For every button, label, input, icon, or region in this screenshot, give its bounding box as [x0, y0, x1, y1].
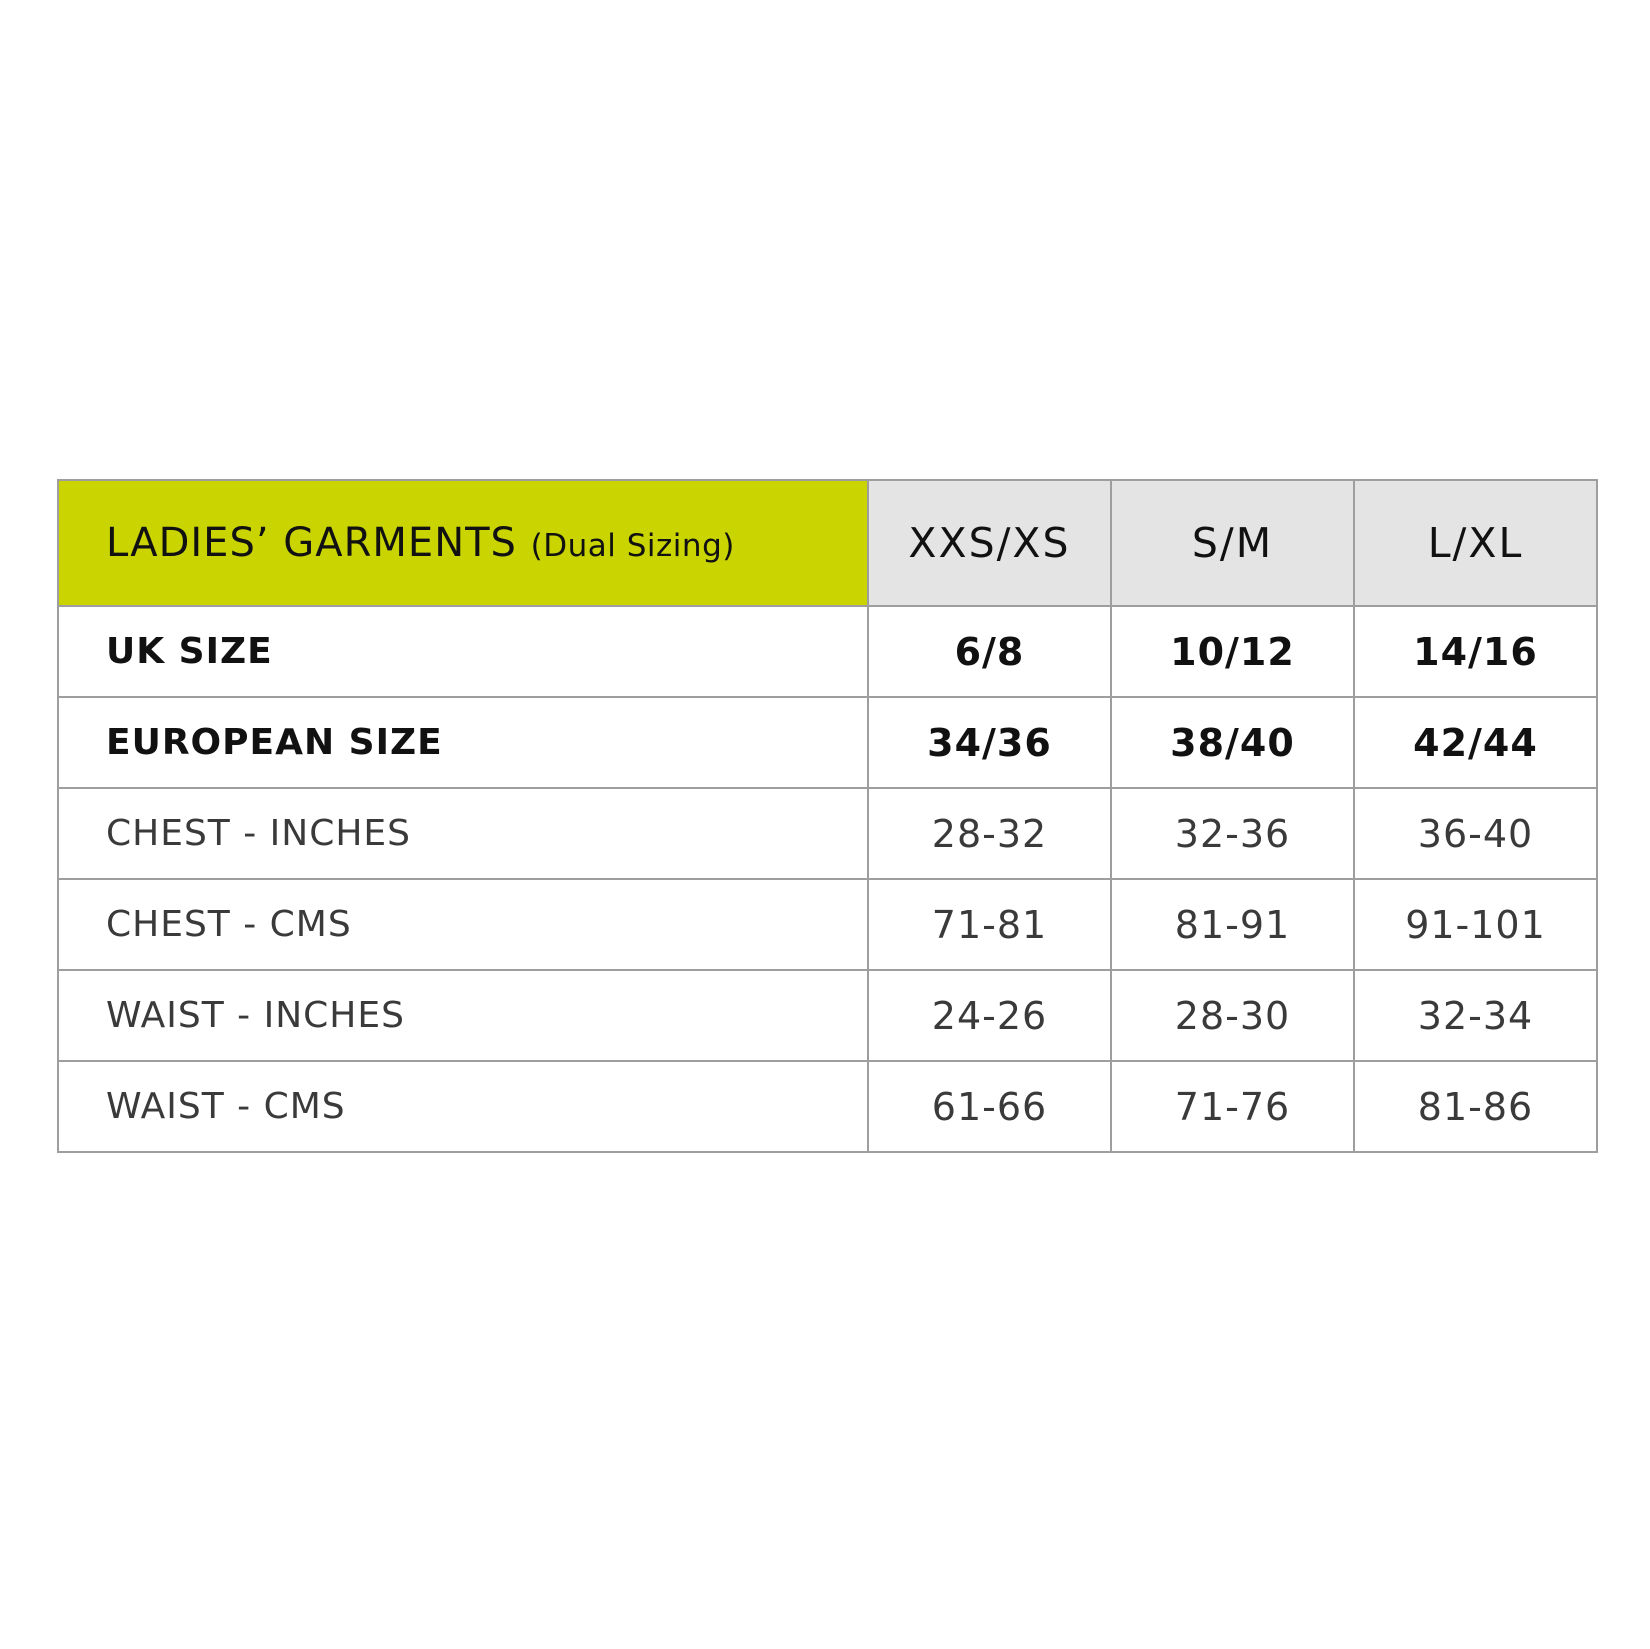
table-cell: 38/40 — [1111, 697, 1354, 788]
size-header-l-xl: L/XL — [1354, 480, 1597, 606]
row-label: CHEST - INCHES — [58, 788, 868, 879]
table-row-uk-size — [58, 606, 1597, 697]
table-cell: 81-91 — [1111, 879, 1354, 970]
table-cell: 61-66 — [868, 1061, 1111, 1152]
table-subtitle: (Dual Sizing) — [530, 528, 735, 564]
table-row-chest-inches — [58, 788, 1597, 879]
row-label: UK SIZE — [58, 606, 868, 697]
row-label: WAIST - CMS — [58, 1061, 868, 1152]
table-cell: 28-32 — [868, 788, 1111, 879]
table-title: LADIES’ GARMENTS — [106, 520, 517, 566]
table-row-waist-cms — [58, 1061, 1597, 1152]
table-cell: 32-34 — [1354, 970, 1597, 1061]
size-header-s-m: S/M — [1111, 480, 1354, 606]
table-row-waist-inches — [58, 970, 1597, 1061]
table-cell: 91-101 — [1354, 879, 1597, 970]
table-title-cell — [58, 480, 868, 606]
size-chart-table — [57, 479, 1598, 1153]
table-row-chest-cms — [58, 879, 1597, 970]
table-cell: 24-26 — [868, 970, 1111, 1061]
table-cell: 81-86 — [1354, 1061, 1597, 1152]
table-cell: 71-81 — [868, 879, 1111, 970]
table-cell: 36-40 — [1354, 788, 1597, 879]
table-cell: 34/36 — [868, 697, 1111, 788]
table-cell: 6/8 — [868, 606, 1111, 697]
table-cell: 14/16 — [1354, 606, 1597, 697]
table-cell: 10/12 — [1111, 606, 1354, 697]
row-label: EUROPEAN SIZE — [58, 697, 868, 788]
row-label: CHEST - CMS — [58, 879, 868, 970]
table-cell: 42/44 — [1354, 697, 1597, 788]
row-label: WAIST - INCHES — [58, 970, 868, 1061]
table-row-european-size — [58, 697, 1597, 788]
size-header-xxs-xs: XXS/XS — [868, 480, 1111, 606]
table-header-row — [58, 480, 1597, 606]
table-cell: 28-30 — [1111, 970, 1354, 1061]
table-cell: 32-36 — [1111, 788, 1354, 879]
table-cell: 71-76 — [1111, 1061, 1354, 1152]
